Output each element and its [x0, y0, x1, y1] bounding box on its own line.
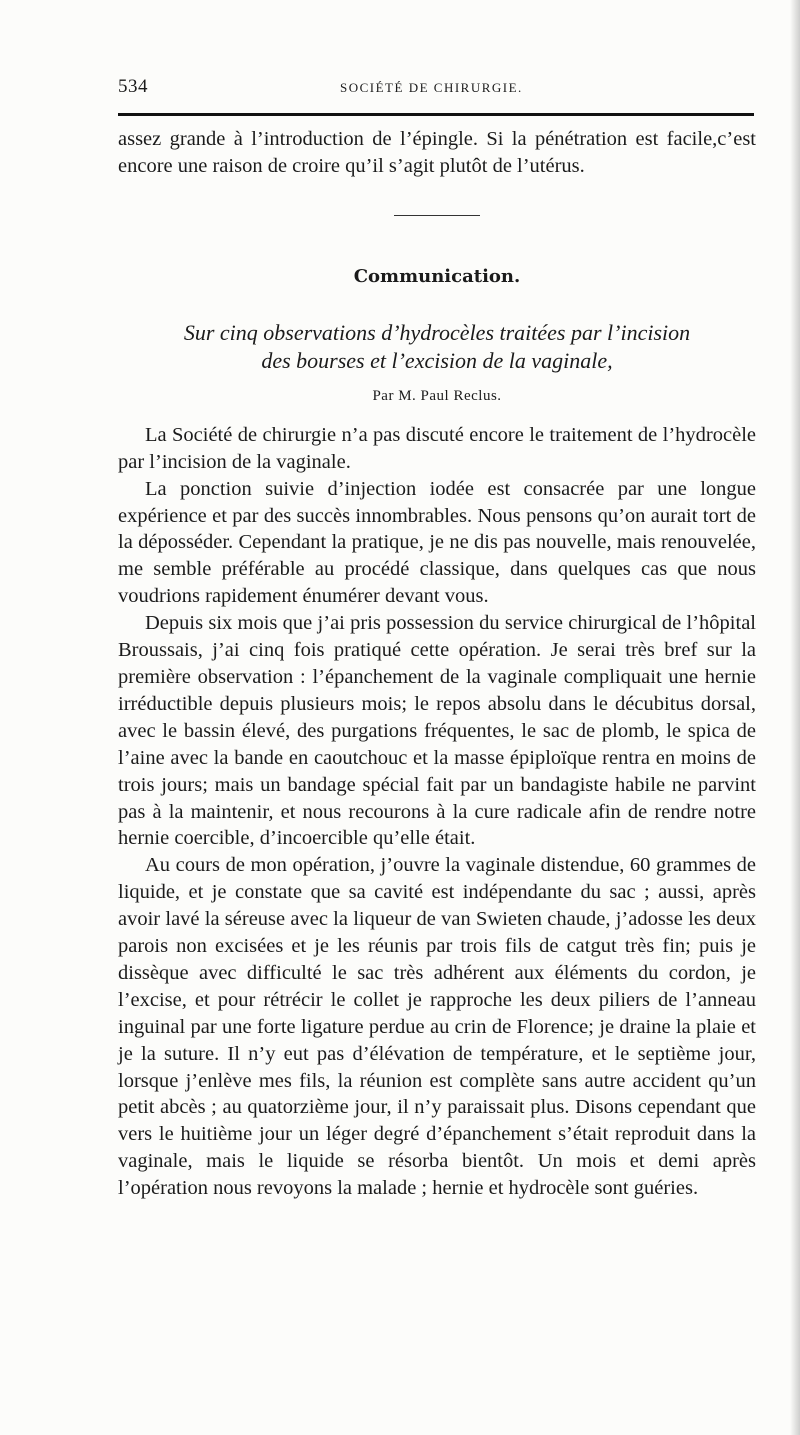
header-rule: [118, 113, 754, 116]
body-paragraph-2: La ponction suivie d’injection iodée est consacrée par une longue expérience et par des succès innombrables. Nous pensons qu’on aurait tort de la déposséder. Cependant la pratique, je ne dis pas nouvelle, mais renouvelée, me semble préférable au procédé classique, dans quelques cas que nous voudrions rapidement énumérer devant vous.: [118, 477, 756, 608]
body-paragraph-1: La Société de chirurgie n’a pas discuté encore le traitement de l’hydrocèle par l’incision de la vaginale.: [118, 423, 756, 473]
page-body: [118, 126, 756, 1202]
section-divider: [394, 215, 480, 216]
author-byline: Par M. Paul Reclus.: [372, 387, 502, 404]
article-title: [118, 319, 756, 375]
page-edge-shadow: [790, 0, 800, 1435]
running-head: SOCIÉTÉ DE CHIRURGIE.: [340, 80, 523, 95]
continuation-paragraph: assez grande à l’introduction de l’épingle. Si la pénétration est facile,c’est encore une raison de croire qu’il s’agit plutôt de l’utérus.: [118, 128, 756, 177]
page-header: [118, 76, 754, 102]
body-paragraph-4: Au cours de mon opération, j’ouvre la vaginale distendue, 60 grammes de liquide, et je constate que sa cavité est indépendante du sac ; aussi, après avoir lavé la séreuse avec la liqueur de van Swieten chaude, j’adosse les deux parois non excisées et je les réunis par trois fils de catgut très fin; puis je dissèque avec difficulté le sac très adhérent aux éléments du cordon, je l’excise, et pour rétrécir le collet je rapproche les deux piliers de l’anneau inguinal par une forte ligature perdue au crin de Florence; je draine la plaie et je la suture. Il n’y eut pas d’élévation de température, et le septième jour, lorsque j’enlève mes fils, la réunion est complète sans autre accident qu’un petit abcès ; au quatorzième jour, il n’y paraissait plus. Disons cependant que vers le huitième jour un léger degré d’épanchement s’était reproduit dans la vaginale, mais le liquide se résorba bientôt. Un mois et demi après l’opération nous revoyons la malade ; hernie et hydrocèle sont guéries.: [118, 854, 756, 1200]
article-title-line-2: des bourses et l’excision de la vaginale,: [261, 347, 613, 373]
article-title-line-1: Sur cinq observations d’hydrocèles traitées par l’incision: [183, 319, 691, 345]
body-paragraph-3: Depuis six mois que j’ai pris possession du service chirurgical de l’hôpital Broussais, j’ai cinq fois pratiqué cette opération. Je serai très bref sur la première observation : l’épanchement de la vaginale compliquait une hernie irréductible depuis plusieurs mois; le repos absolu dans le décubitus dorsal, avec le bassin élevé, des purgations fréquentes, le sac de plomb, le spica de l’aine avec la bande en caoutchouc et la masse épiploïque rentra en moins de trois jours; mais un bandage spécial fait par un bandagiste habile ne parvint pas à la maintenir, et nous recourons à la cure radicale afin de rendre notre hernie coercible, d’incoercible qu’elle était.: [118, 612, 756, 850]
section-title: Communication.: [353, 265, 521, 287]
page-number: 534: [118, 76, 148, 97]
